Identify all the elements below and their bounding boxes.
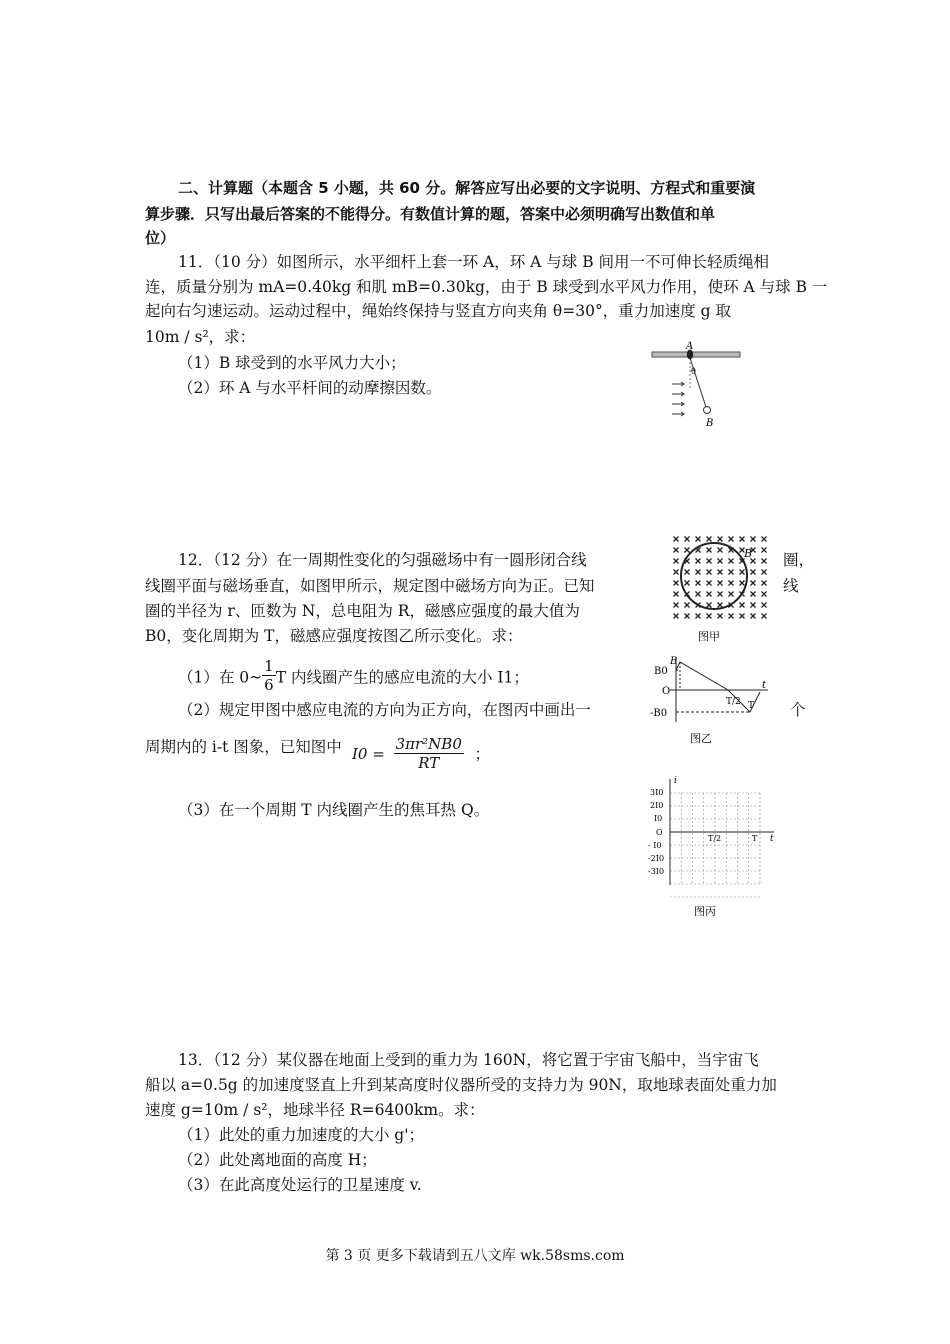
yi-label-t: T <box>748 701 755 711</box>
q13-line-2: 船以 a=0.5g 的加速度竖直上升到某高度时仪器所受的支持力为 90N，取地球表面处重力加 <box>145 1076 777 1094</box>
label-theta: θ <box>691 367 696 376</box>
field-cross-icon <box>740 570 745 575</box>
field-cross-icon <box>762 537 767 542</box>
field-cross-icon <box>685 614 690 619</box>
field-cross-icon <box>751 537 756 542</box>
coil-circle <box>681 543 747 609</box>
q11-part-2: （2）环 A 与水平杆间的动摩擦因数。 <box>178 379 442 397</box>
label-a: A <box>686 341 694 352</box>
q11-part-1: （1）B 球受到的水平风力大小； <box>178 354 406 372</box>
field-cross-icon <box>751 614 756 619</box>
bing-label-neg-i0: - I0 <box>648 841 662 850</box>
field-cross-icon <box>762 614 767 619</box>
formula-denominator: RT <box>418 754 440 772</box>
field-cross-icon <box>718 603 723 608</box>
bing-label-neg-3i0: -3I0 <box>648 867 665 876</box>
field-cross-icon <box>696 537 701 542</box>
section-heading-line-3: 位） <box>145 229 176 247</box>
field-cross-icon <box>707 614 712 619</box>
yi-label-neg-b0: -B0 <box>650 708 668 719</box>
fraction-one-sixth <box>262 657 276 694</box>
q12-line-4: B0，变化周期为 T，磁感应强度按图乙所示变化。求： <box>145 627 523 645</box>
q12-part-2: （2）规定甲图中感应电流的方向为正方向，在图丙中画出一 <box>178 701 591 719</box>
field-cross-icon <box>696 581 701 586</box>
figure-jia <box>668 533 778 645</box>
q12-part-1-post: T 内线圈产生的感应电流的大小 I1； <box>275 668 529 687</box>
field-cross-icon <box>762 603 767 608</box>
field-cross-icon <box>751 570 756 575</box>
yi-label-t2: T/2 <box>726 697 741 707</box>
field-cross-icon <box>751 581 756 586</box>
field-cross-icon <box>718 537 723 542</box>
field-cross-icon <box>674 592 679 597</box>
formula-fraction <box>394 735 464 772</box>
field-cross-icon <box>762 570 767 575</box>
bing-label-2i0: 2I0 <box>650 801 664 810</box>
field-cross-icon <box>707 570 712 575</box>
formula-lhs: I0 = <box>352 744 385 763</box>
page-footer: 第 3 页 更多下载请到五八文库 wk.58sms.com <box>325 1248 625 1264</box>
field-cross-icon <box>729 614 734 619</box>
field-cross-icon <box>718 592 723 597</box>
field-cross-icon <box>729 537 734 542</box>
bing-label-t2: T/2 <box>708 834 722 843</box>
q12-part-1-pre: （1）在 0~ <box>178 668 263 687</box>
q11-line-4: 10m / s²，求： <box>145 328 256 346</box>
q13-part-2: （2）此处离地面的高度 H； <box>178 1151 377 1169</box>
ball-b <box>704 407 711 414</box>
field-cross-icon <box>762 592 767 597</box>
figure-yi <box>648 652 778 748</box>
field-cross-icon <box>707 548 712 553</box>
q12-line-2: 线圈平面与磁场垂直，如图甲所示，规定图中磁场方向为正。已知 <box>145 577 595 595</box>
field-cross-icon <box>696 570 701 575</box>
wind-arrows <box>672 382 684 416</box>
field-cross-icon <box>674 559 679 564</box>
field-cross-icon <box>729 559 734 564</box>
field-cross-icon <box>718 581 723 586</box>
q12-line-1: 12．（12 分）在一周期性变化的匀强磁场中有一圆形闭合线 <box>178 551 587 569</box>
field-cross-icon <box>685 581 690 586</box>
field-cross-icon <box>718 559 723 564</box>
fig-yi-caption: 图乙 <box>690 732 712 745</box>
field-cross-icon <box>674 570 679 575</box>
field-cross-icon <box>674 581 679 586</box>
yi-label-taxis: t <box>762 680 767 691</box>
q12-part-3: （3）在一个周期 T 内线圈产生的焦耳热 Q。 <box>178 801 490 819</box>
formula-numerator: 3πr²NB0 <box>395 735 462 753</box>
field-cross-icon <box>718 614 723 619</box>
yi-label-b0: B0 <box>654 666 668 677</box>
rope <box>690 358 706 407</box>
q12-part-2-end: 个 <box>790 701 806 719</box>
field-cross-icon <box>707 581 712 586</box>
formula-i0 <box>352 735 490 772</box>
field-cross-icon <box>685 537 690 542</box>
field-cross-icon <box>740 581 745 586</box>
q13-part-3: （3）在此高度处运行的卫星速度 v. <box>178 1176 422 1194</box>
field-cross-icon <box>707 537 712 542</box>
field-cross-icon <box>707 559 712 564</box>
fraction-numerator: 1 <box>264 657 274 675</box>
yi-label-b: B <box>670 656 678 667</box>
field-cross-icon <box>718 548 723 553</box>
q13-line-1: 13．（12 分）某仪器在地面上受到的重力为 160N，将它置于宇宙飞船中，当宇宙飞 <box>178 1051 759 1069</box>
horizontal-rod <box>652 352 740 357</box>
field-cross-icon <box>740 603 745 608</box>
field-cross-icon <box>696 592 701 597</box>
q12-part-1 <box>178 657 529 697</box>
q13-part-1: （1）此处的重力加速度的大小 g'； <box>178 1126 424 1144</box>
field-cross-icon <box>740 537 745 542</box>
bing-label-o: O <box>656 828 663 837</box>
field-cross-icon <box>685 603 690 608</box>
q12-line-3: 圈的半径为 r、匝数为 N，总电阻为 R，磁感应强度的最大值为 <box>145 602 580 620</box>
field-cross-icon <box>751 592 756 597</box>
q13-line-3: 速度 g=10m / s²，地球半径 R=6400km。求： <box>145 1101 485 1119</box>
fig-jia-label-b: B <box>744 547 753 560</box>
field-cross-icon <box>696 559 701 564</box>
field-cross-icon <box>762 581 767 586</box>
fig-jia-caption: 图甲 <box>698 630 720 643</box>
field-cross-icon <box>696 614 701 619</box>
bing-label-neg-2i0: -2I0 <box>648 854 665 863</box>
bing-label-3i0: 3I0 <box>650 788 664 797</box>
q12-line-1-end: 圈， <box>783 551 815 569</box>
field-cross-icon <box>729 592 734 597</box>
bing-label-i0: I0 <box>654 814 663 823</box>
q12-line-2-end: 线 <box>783 577 799 595</box>
magnetic-field-crosses <box>674 537 767 619</box>
bing-label-taxis: t <box>770 834 774 844</box>
field-cross-icon <box>685 570 690 575</box>
field-cross-icon <box>707 603 712 608</box>
fraction-denominator: 6 <box>264 676 274 694</box>
q12-part-2b: 周期内的 i-t 图象，已知图中 <box>145 738 342 756</box>
field-cross-icon <box>751 603 756 608</box>
field-cross-icon <box>674 603 679 608</box>
fig-bing-caption: 图丙 <box>694 905 716 918</box>
formula-end: ； <box>474 745 490 763</box>
field-cross-icon <box>674 537 679 542</box>
q11-figure <box>648 338 748 430</box>
bing-grid-lines <box>670 793 760 897</box>
field-cross-icon <box>674 614 679 619</box>
section-heading-line-2: 算步骤．只写出最后答案的不能得分。有数值计算的题，答案中必须明确写出数值和单 <box>145 205 716 223</box>
bing-label-t: T <box>752 834 758 843</box>
q11-line-3: 起向右匀速运动。运动过程中，绳始终保持与竖直方向夹角 θ=30°，重力加速度 g 取 <box>145 302 731 320</box>
yi-label-o: O <box>662 686 671 697</box>
figure-bing <box>648 773 780 921</box>
field-cross-icon <box>729 581 734 586</box>
field-cross-icon <box>707 592 712 597</box>
field-cross-icon <box>674 548 679 553</box>
q11-line-2: 连，质量分别为 mA=0.40kg 和肌 mB=0.30kg，由于 B 球受到水平风力作用，使环 A 与球 B 一 <box>145 278 828 296</box>
field-cross-icon <box>685 548 690 553</box>
field-cross-icon <box>729 570 734 575</box>
field-cross-icon <box>762 548 767 553</box>
label-b: B <box>706 418 714 429</box>
field-cross-icon <box>762 559 767 564</box>
field-cross-icon <box>718 570 723 575</box>
field-cross-icon <box>740 614 745 619</box>
section-heading-line-1: 二、计算题（本题含 5 小题，共 60 分。解答应写出必要的文字说明、方程式和重要演 <box>178 179 756 197</box>
bing-label-i: i <box>674 776 677 786</box>
q11-line-1: 11．（10 分）如图所示，水平细杆上套一环 A，环 A 与球 B 间用一不可伸长轻质绳相 <box>178 253 770 271</box>
